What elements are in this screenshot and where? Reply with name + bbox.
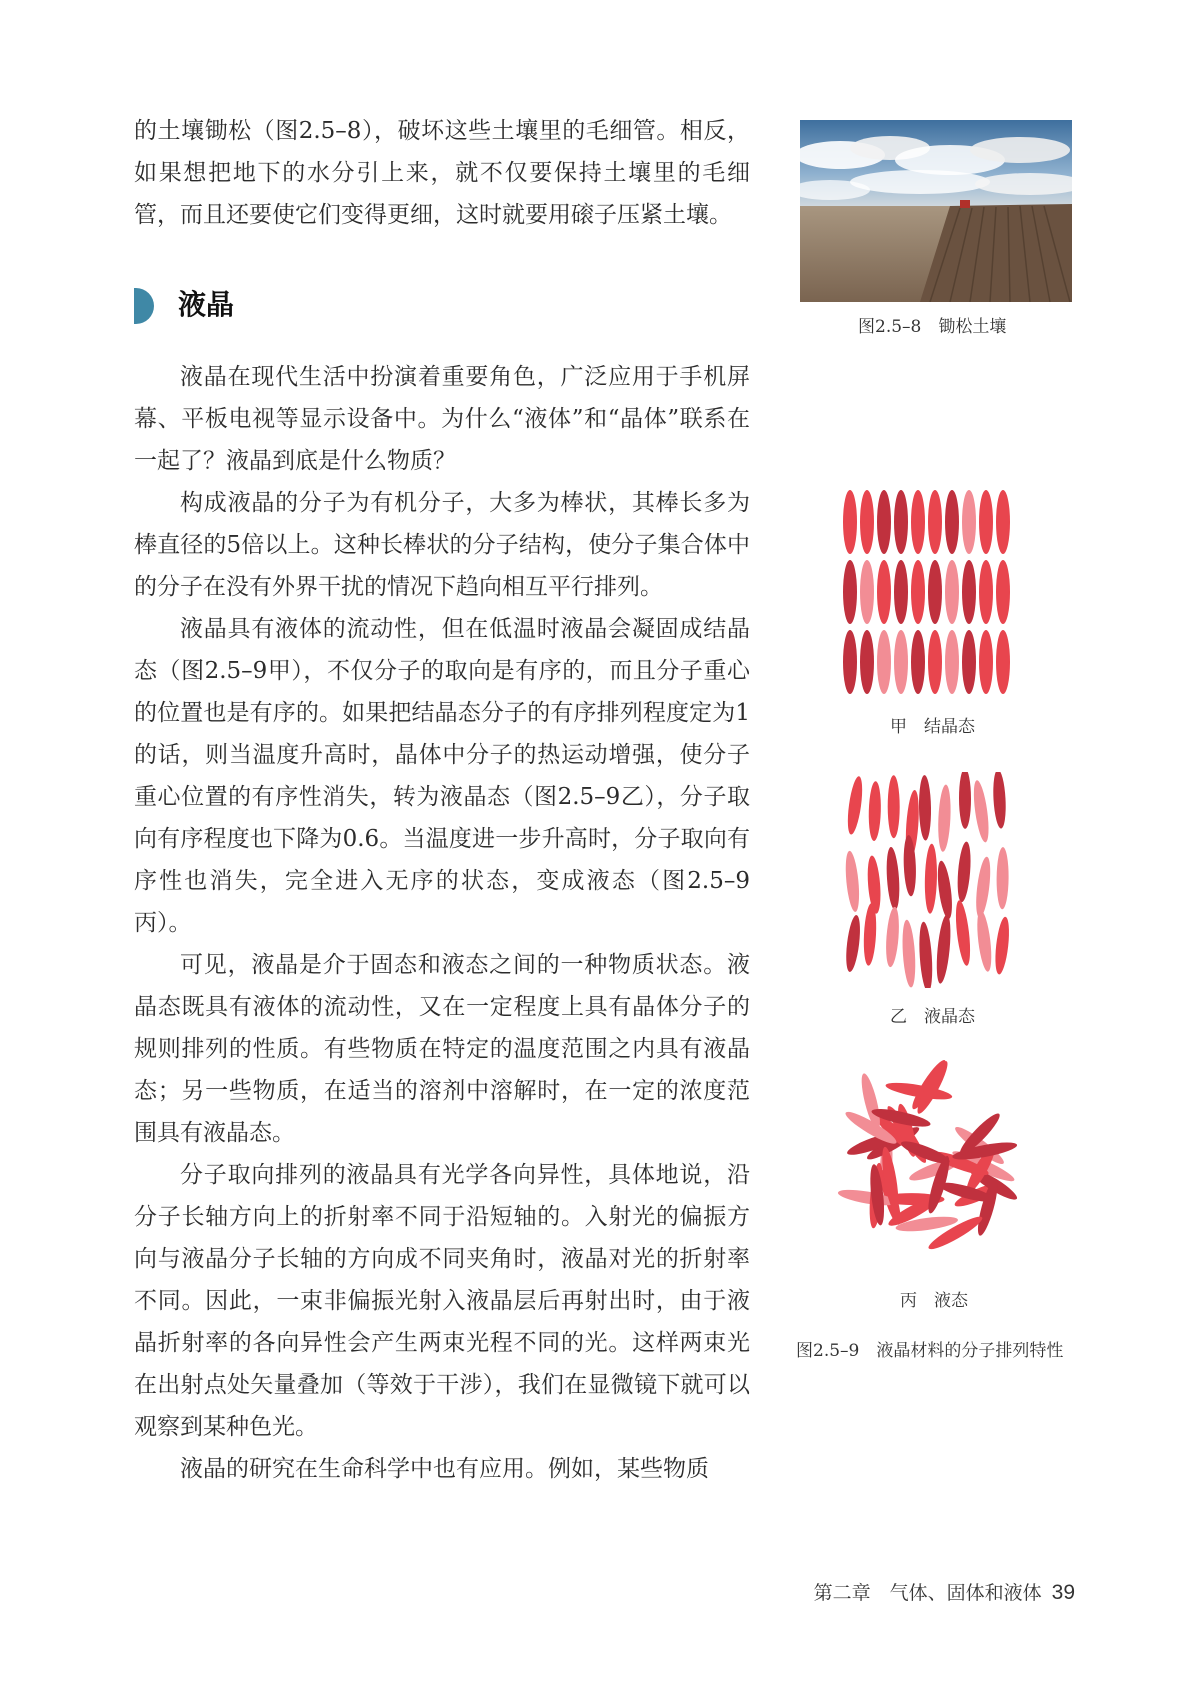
molecule-ellipse: [885, 847, 901, 911]
molecule-ellipse: [860, 490, 874, 554]
molecule-ellipse: [945, 560, 959, 624]
molecule-ellipse: [866, 855, 882, 914]
molecule-ellipse: [996, 630, 1010, 694]
molecule-ellipse: [843, 560, 857, 624]
molecule-ellipse: [979, 560, 993, 624]
molecule-ellipse: [993, 916, 1011, 975]
molecule-ellipse: [917, 921, 934, 988]
molecule-ellipse: [877, 490, 891, 554]
molecule-ellipse: [860, 560, 874, 624]
main-text-column: [134, 110, 750, 1490]
molecule-ellipse: [888, 775, 900, 838]
molecule-ellipse: [862, 903, 877, 966]
molecule-ellipse: [975, 910, 994, 973]
heading-marker-icon: [134, 288, 154, 324]
molecule-ellipse: [996, 490, 1010, 554]
molecule-ellipse: [934, 914, 953, 984]
figure-9-caption: 图2.5–9 液晶材料的分子排列特性: [796, 1341, 1064, 1361]
molecule-ellipse: [894, 560, 908, 624]
molecule-ellipse: [945, 630, 959, 694]
paragraph-1: 液晶在现代生活中扮演着重要角色，广泛应用于手机屏幕、平板电视等显示设备中。为什么“液体”和“晶体”联系在一起了？液晶到底是什么物质？: [134, 364, 750, 474]
paragraph-6: 液晶的研究在生命科学中也有应用。例如，某些物质: [180, 1456, 709, 1482]
paragraph-4: 可见，液晶是介于固态和液态之间的一种物质状态。液晶态既具有液体的流动性，又在一定程度上具有晶体分子的规则排列的性质。有些物质在特定的温度范围之内具有液晶态；另一些物质，在适当的溶剂中溶解时，在一定的浓度范围具有液晶态。: [134, 952, 750, 1146]
liquid-crystal-state-diagram: [844, 772, 1014, 988]
molecule-ellipse: [996, 847, 1009, 909]
paragraph-continued: 的土壤锄松（图2.5–8），破坏这些土壤里的毛细管。相反，如果想把地下的水分引上来，就不仅要保持土壤里的毛细管，而且还要使它们变得更细，这时就要用磙子压紧土壤。: [134, 118, 750, 228]
page-number: 39: [1051, 1581, 1075, 1604]
paragraph-5: 分子取向排列的液晶具有光学各向异性，具体地说，沿分子长轴方向上的折射率不同于沿短轴的。入射光的偏振方向与液晶分子长轴的方向成不同夹角时，液晶对光的折射率不同。因此，一束非偏振光射入液晶层后再射出时，由于液晶折射率的各向异性会产生两束光程不同的光。这样两束光在出射点处矢量叠加（等效于干涉），我们在显微镜下就可以观察到某种色光。: [134, 1162, 750, 1440]
page-footer: [814, 1578, 1075, 1605]
molecule-ellipse: [860, 630, 874, 694]
molecule-ellipse: [945, 490, 959, 554]
molecule-ellipse: [979, 490, 993, 554]
molecule-ellipse: [894, 490, 908, 554]
molecule-ellipse: [953, 900, 973, 967]
molecule-ellipse: [884, 906, 900, 967]
molecule-ellipse: [868, 781, 882, 841]
paragraph-2: 构成液晶的分子为有机分子，大多为棒状，其棒长多为棒直径的5倍以上。这种长棒状的分子结构，使分子集合体中的分子在没有外界干扰的情况下趋向相互平行排列。: [134, 490, 750, 600]
molecule-ellipse: [911, 630, 925, 694]
molecule-ellipse: [843, 630, 857, 694]
molecule-ellipse: [845, 775, 865, 835]
molecule-ellipse: [996, 560, 1010, 624]
molecule-ellipse: [962, 490, 976, 554]
molecule-ellipse: [974, 856, 993, 918]
molecule-ellipse: [901, 919, 917, 987]
molecule-ellipse: [911, 560, 925, 624]
molecule-ellipse: [877, 630, 891, 694]
molecule-ellipse: [843, 490, 857, 554]
section-heading: [134, 284, 750, 326]
molecule-ellipse: [971, 779, 991, 843]
molecule-ellipse: [935, 860, 954, 920]
molecule-ellipse: [979, 630, 993, 694]
molecule-ellipse: [894, 630, 908, 694]
plowed-field-photo: [800, 120, 1072, 302]
crystal-state-diagram: [840, 486, 1020, 698]
molecule-ellipse: [956, 841, 973, 903]
molecule-ellipse: [844, 914, 862, 972]
molecule-ellipse: [911, 490, 925, 554]
paragraph-3: 液晶具有液体的流动性，但在低温时液晶会凝固成结晶态（图2.5–9甲），不仅分子的取向是有序的，而且分子重心的位置也是有序的。如果把结晶态分子的有序排列程度定为1的话，则当温度升高时，晶体中分子的热运动增强，使分子重心位置的有序性消失，转为液晶态（图2.5–9乙），分子取向有序程度也下降为0.6。当温度进一步升高时，分子取向有序性也消失，完全进入无序的状态，变成液态（图2.5–9丙）。: [134, 616, 750, 936]
molecule-ellipse: [928, 630, 942, 694]
molecule-ellipse: [962, 560, 976, 624]
molecule-ellipse: [937, 784, 952, 852]
crystal-state-label: 甲 结晶态: [890, 717, 975, 737]
molecule-ellipse: [992, 772, 1007, 829]
liquid-crystal-state-label: 乙 液晶态: [890, 1007, 975, 1027]
section-title: 液晶: [178, 288, 235, 321]
figure-8-caption: 图2.5–8 锄松土壤: [858, 317, 1007, 337]
molecule-ellipse: [899, 1137, 952, 1167]
molecule-ellipse: [928, 560, 942, 624]
molecule-ellipse: [959, 772, 971, 829]
molecule-ellipse: [844, 850, 861, 912]
molecule-ellipse: [877, 560, 891, 624]
molecule-ellipse: [928, 490, 942, 554]
chapter-title: 第二章 气体、固体和液体: [813, 1582, 1042, 1604]
liquid-state-diagram: [834, 1054, 1020, 1264]
molecule-ellipse: [918, 775, 931, 841]
liquid-state-label: 丙 液态: [900, 1291, 968, 1311]
molecule-ellipse: [962, 630, 976, 694]
molecule-ellipse: [924, 844, 938, 914]
